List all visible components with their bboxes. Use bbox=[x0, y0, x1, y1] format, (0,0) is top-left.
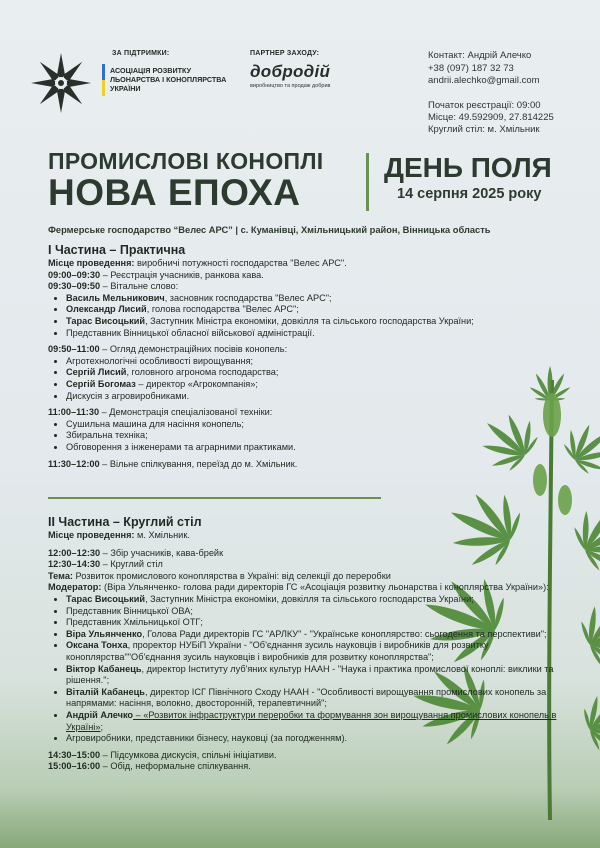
schedule-item bbox=[48, 270, 558, 282]
schedule-time: 09:50–11:00 bbox=[48, 344, 100, 355]
schedule-text: – Вітальне слово: bbox=[100, 281, 179, 292]
part-1-section bbox=[48, 243, 558, 470]
part-2-venue bbox=[48, 530, 558, 542]
contact-phone[interactable]: +38 (097) 187 32 73 bbox=[428, 62, 514, 74]
tech-list bbox=[48, 419, 558, 454]
farm-location: Фермерське господарство “Велес АРС” | с. Куманівці, Хмільницький район, Вінницька область bbox=[48, 225, 491, 235]
part-2-heading: ІІ Частина – Круглий стіл bbox=[48, 515, 202, 529]
demo-list bbox=[48, 356, 558, 402]
contact-email[interactable]: andrii.alechko@gmail.com bbox=[428, 75, 540, 86]
schedule-item bbox=[48, 459, 558, 471]
contact-block bbox=[428, 50, 593, 88]
speakers-list bbox=[48, 594, 558, 745]
title-divider bbox=[366, 153, 369, 211]
list-item: • Збиральна техніка; bbox=[66, 430, 558, 442]
support-title: ЗА ПІДТРИМКИ: bbox=[112, 50, 170, 57]
schedule-time: 12:30–14:30 bbox=[48, 559, 101, 570]
schedule-time: 09:30–09:50 bbox=[48, 281, 101, 292]
contact-person: Контакт: Андрій Алечко bbox=[428, 50, 532, 61]
venue-label: Місце проведення: bbox=[48, 258, 135, 268]
list-item: • Агротехнологічні особливості вирощування; bbox=[66, 356, 558, 368]
schedule-time: 15:00–16:00 bbox=[48, 761, 101, 772]
topic: Тема: Розвиток промислового коноплярства в Україні: від селекції до переробки bbox=[48, 570, 391, 581]
moderator: Модератор: (Віра Ульянченко- голова ради директорів ГС «Асоціація розвитку льонарства і коноплярства України»): bbox=[48, 582, 549, 593]
list-item: • Оксана Тонха, проректор НУБіП України - "Об'єднання зусиль науковців і виробників для розвитку коноплярства""Об'єднання зусиль науковців і виробників для розвитку коноплярства"; bbox=[66, 640, 558, 663]
partner-title: ПАРТНЕР ЗАХОДУ: bbox=[250, 50, 320, 57]
schedule-text: – Реєстрація учасників, ранкова кава. bbox=[100, 269, 264, 280]
part-2-section bbox=[48, 515, 558, 773]
schedule-text: – Збір учасників, кава-брейк bbox=[100, 547, 224, 558]
schedule-text: – Обід, неформальне спілкування. bbox=[100, 761, 251, 772]
list-item: • Дискусія з агровиробниками. bbox=[66, 391, 558, 403]
list-item: • Сушильна машина для насіння конопель; bbox=[66, 419, 558, 431]
event-date: 14 серпня 2025 року bbox=[397, 186, 542, 202]
schedule-item bbox=[48, 750, 558, 762]
schedule-item bbox=[48, 548, 558, 560]
schedule-time: 12:00–12:30 bbox=[48, 547, 101, 558]
list-item: • Агровиробники, представники бізнесу, науковці (за погодженням). bbox=[66, 733, 558, 745]
schedule-item bbox=[48, 407, 558, 419]
greeting-list bbox=[48, 293, 558, 339]
venue-label: Місце проведення: bbox=[48, 530, 135, 540]
list-item: • Представник Вінницької обласної військової адміністрації. bbox=[66, 328, 558, 340]
list-item: • Василь Мельникович, засновник господарства "Велес АРС"; bbox=[66, 293, 558, 305]
list-item: • Олександр Лисий, голова господарства "Велес АРС"; bbox=[66, 304, 558, 316]
list-item: • Віктор Кабанець, директор Інституту луб'яних культур НААН - "Наука і практика промислової коноплі: виклики та рішення."; bbox=[66, 664, 558, 687]
association-logo-icon bbox=[28, 52, 94, 114]
partner-logo: добродій bbox=[250, 62, 331, 81]
schedule-time: 14:30–15:00 bbox=[48, 749, 101, 760]
partner-tagline: виробництво та продаж добрив bbox=[250, 83, 331, 89]
schedule-text: – Круглий стіл bbox=[100, 559, 163, 570]
schedule-text: – Огляд демонстраційних посівів конопель: bbox=[99, 344, 288, 355]
ukraine-flag-bar bbox=[102, 64, 105, 96]
part-1-venue bbox=[48, 258, 558, 270]
schedule-time: 09:00–09:30 bbox=[48, 269, 101, 280]
list-item: • Представник Хмільницької ОТГ; bbox=[66, 617, 558, 629]
title-line-1: ПРОМИСЛОВІ КОНОПЛІ bbox=[48, 148, 324, 174]
list-item: • Тарас Висоцький, Заступник Міністра економіки, довкілля та сільського господарства України; bbox=[66, 316, 558, 328]
schedule-time: 11:30–12:00 bbox=[48, 458, 100, 469]
list-item: • Андрій Алечко – «Розвиток інфраструктури переробки та формування зон вирощування промислових конопель в Україні»; bbox=[66, 710, 558, 733]
schedule-time: 11:00–11:30 bbox=[48, 407, 100, 418]
schedule-item bbox=[48, 344, 558, 356]
schedule-text: – Демонстрація спеціалізованої техніки: bbox=[99, 407, 273, 418]
venue-text: м. Хмільник. bbox=[134, 530, 190, 540]
registration-block bbox=[428, 100, 593, 136]
list-item: • Віталій Кабанець, директор ІСГ Північного Сходу НААН - "Особливості вирощування промислових конопель за напрямами: насіння, волокно, двосторонній, терапевтичний"; bbox=[66, 687, 558, 710]
part-1-heading: І Частина – Практична bbox=[48, 243, 186, 257]
registration-place: Місце: 49.592909, 27.814225 bbox=[428, 112, 554, 123]
field-day-title: ДЕНЬ ПОЛЯ bbox=[384, 152, 552, 183]
schedule-item bbox=[48, 761, 558, 773]
list-item: • Обговорення з інженерами та аграрними практиками. bbox=[66, 442, 558, 454]
schedule-item bbox=[48, 559, 558, 571]
section-divider bbox=[48, 497, 381, 499]
venue-text: виробничі потужності господарства "Велес АРС". bbox=[134, 258, 347, 268]
schedule-text: – Вільне спілкування, переїзд до м. Хмільник. bbox=[99, 458, 298, 469]
title-line-2: НОВА ЕПОХА bbox=[48, 172, 301, 213]
registration-start: Початок реєстрації: 09:00 bbox=[428, 100, 541, 111]
list-item: • Сергій Лисий, головного агронома господарства; bbox=[66, 367, 558, 379]
registration-round-table: Круглий стіл: м. Хмільник bbox=[428, 124, 540, 135]
list-item: • Віра Ульянченко, Голова Ради директорів ГС "АРЛКУ" - "Українське коноплярство: сьогодення та перспективи"; bbox=[66, 629, 558, 641]
list-item: • Сергій Богомаз – директор «Агрокомпанія»; bbox=[66, 379, 558, 391]
list-item: • Тарас Висоцький, Заступник Міністра економіки, довкілля та сільського господарства України; bbox=[66, 594, 558, 606]
schedule-text: – Підсумкова дискусія, спільні ініціативи. bbox=[100, 749, 277, 760]
list-item: • Представник Вінницької ОВА; bbox=[66, 606, 558, 618]
support-organization: АСОЦІАЦІЯ РОЗВИТКУ ЛЬОНАРСТВА І КОНОПЛЯРСТВА УКРАЇНИ bbox=[110, 66, 227, 93]
schedule-item bbox=[48, 281, 558, 293]
